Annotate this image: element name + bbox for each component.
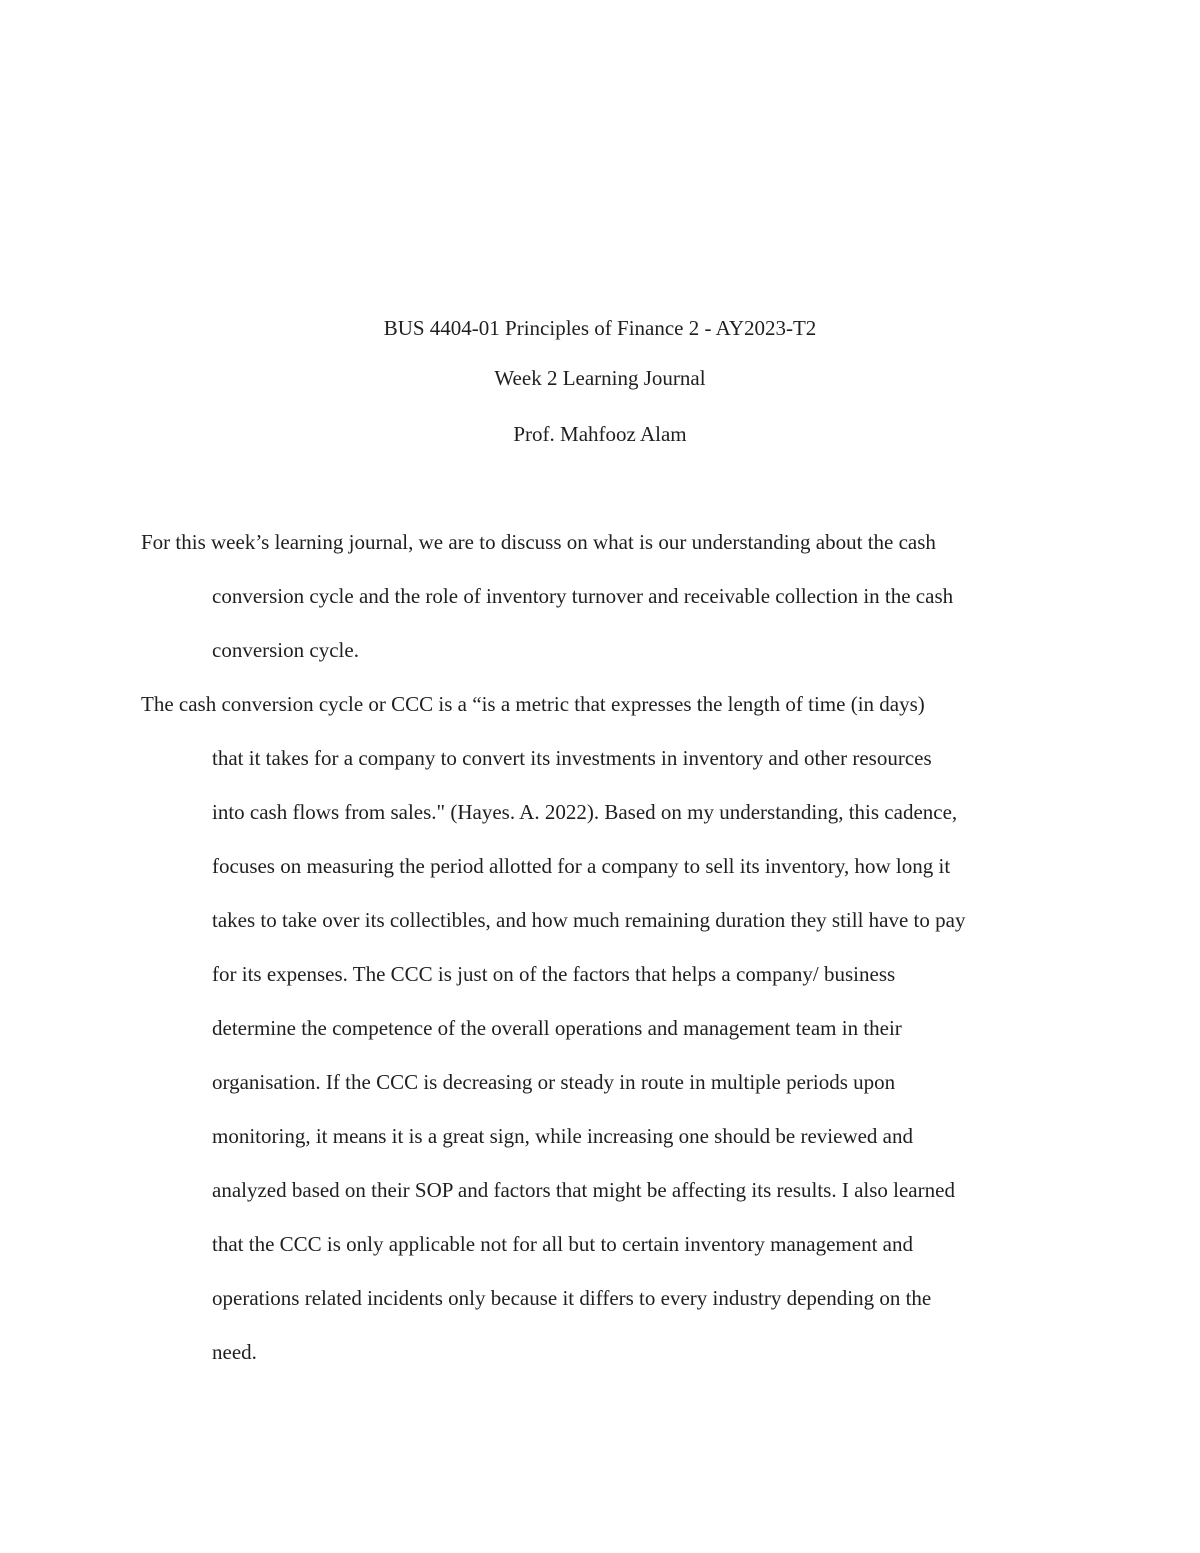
paragraph-line: operations related incidents only because it differs to every industry depending on the xyxy=(212,1286,932,1310)
paragraph-line: for its expenses. The CCC is just on of the factors that helps a company/ business xyxy=(212,962,896,986)
paragraph-line: monitoring, it means it is a great sign, while increasing one should be reviewed and xyxy=(212,1124,913,1148)
course-title: BUS 4404-01 Principles of Finance 2 - AY2023-T2 xyxy=(383,316,817,340)
paragraph-line: need. xyxy=(212,1340,257,1364)
paragraph-line: conversion cycle and the role of inventory turnover and receivable collection in the cash xyxy=(212,584,954,608)
paragraph-line: For this week’s learning journal, we are to discuss on what is our understanding about the cash xyxy=(141,530,936,554)
paragraph-line: that the CCC is only applicable not for all but to certain inventory management and xyxy=(212,1232,913,1256)
paragraph-line: takes to take over its collectibles, and how much remaining duration they still have to pay xyxy=(212,908,966,932)
paragraph-line: conversion cycle. xyxy=(212,638,359,662)
paragraph-line: that it takes for a company to convert its investments in inventory and other resources xyxy=(212,746,932,770)
paragraph-line: The cash conversion cycle or CCC is a “is a metric that expresses the length of time (in days) xyxy=(141,692,925,716)
paragraph-line: determine the competence of the overall operations and management team in their xyxy=(212,1016,902,1040)
paragraph-line: focuses on measuring the period allotted for a company to sell its inventory, how long it xyxy=(212,854,951,878)
paragraph-line: analyzed based on their SOP and factors that might be affecting its results. I also learned xyxy=(212,1178,955,1202)
professor-name: Prof. Mahfooz Alam xyxy=(513,422,687,446)
assignment-title: Week 2 Learning Journal xyxy=(494,366,706,390)
paragraph-line: organisation. If the CCC is decreasing or steady in route in multiple periods upon xyxy=(212,1070,896,1094)
paragraph-line: into cash flows from sales." (Hayes. A. 2022). Based on my understanding, this cadence, xyxy=(212,800,958,824)
